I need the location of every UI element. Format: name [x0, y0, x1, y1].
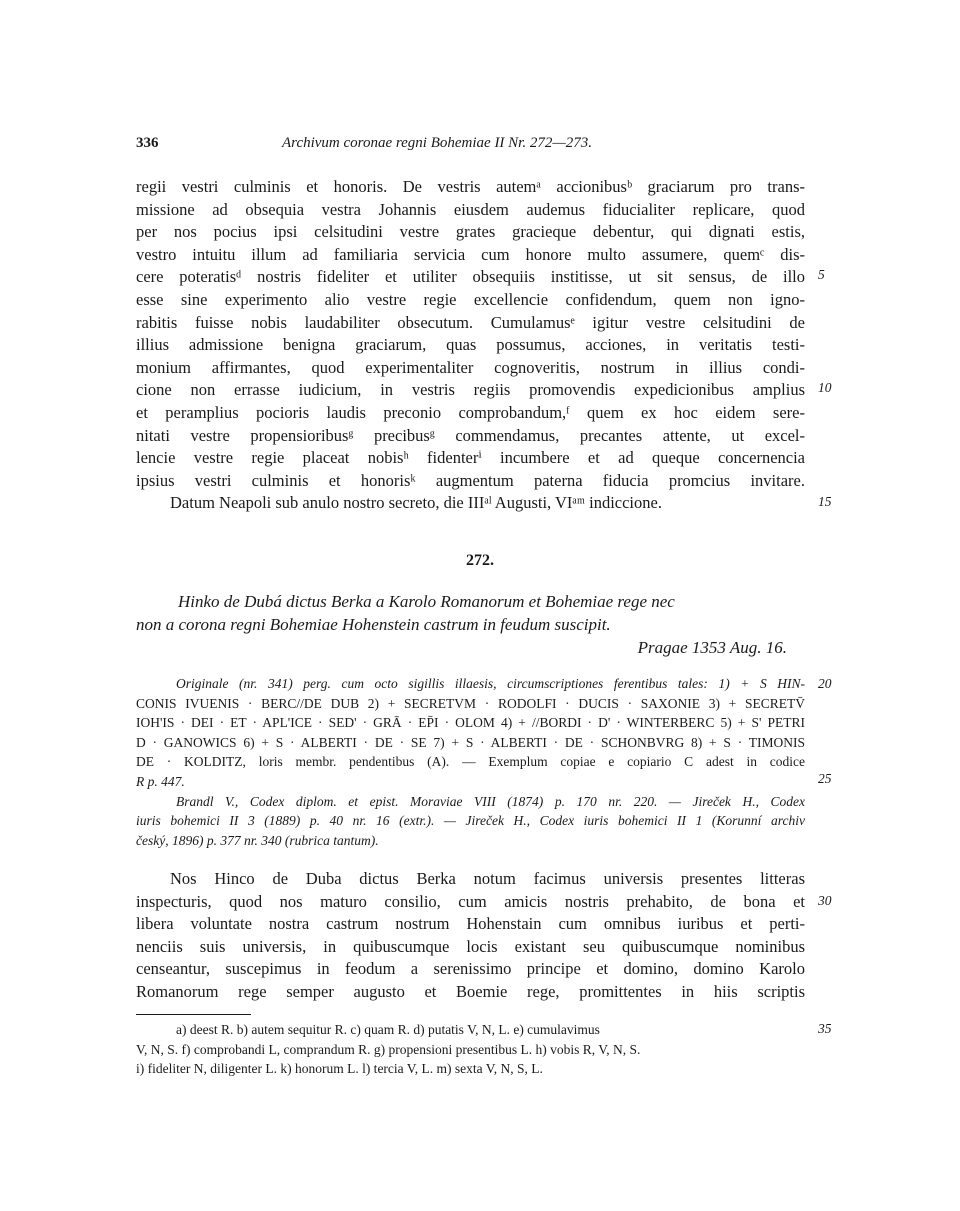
- running-head: [136, 133, 806, 153]
- text-line: rabitis fuisse nobis laudabiliter obsecutum. Cumulamusᵉ igitur vestre celsitudini de: [136, 312, 805, 332]
- text-line: cione non errasse iudicium, in vestris regiis promovendis expedicionibus amplius: [136, 380, 805, 400]
- source-line: Originale (nr. 341) perg. cum octo sigillis illaesis, circumscriptiones ferentibus tales: 1) + S HIN-: [176, 676, 805, 691]
- text-line: et peramplius pocioris laudis preconio comprobandum,ᶠ quem ex hoc eidem sere-: [136, 402, 805, 422]
- line-number: 5: [818, 267, 825, 282]
- footnote-line: a) deest R. b) autem sequitur R. c) quam R. d) putatis V, N, L. e) cumulavimus: [176, 1022, 600, 1037]
- document-text: [136, 868, 805, 1004]
- line-number: 15: [818, 494, 832, 509]
- text-line: illius admissione benigna graciarum, quas possumus, acciones, in veritatis testi-: [136, 335, 805, 355]
- running-title: Archivum coronae regni Bohemiae II Nr. 272—273.: [282, 135, 592, 151]
- text-line: regii vestri culminis et honoris. De vestris autemᵃ accionibusᵇ graciarum pro trans-: [136, 177, 805, 196]
- text-line: esse sine experimento alio vestre regie excellencie confidendum, quem non igno-: [136, 289, 805, 309]
- text-line: monium affirmantes, quod experimentaliter cognoveritis, nostrum in illius condi-: [136, 357, 805, 377]
- text-line: nitati vestre propensioribusᵍ precibusᵍ commendamus, precantes attente, ut excel-: [136, 425, 805, 445]
- line-number: 25: [818, 771, 832, 786]
- source-line: CONIS IVUENIS · BERC//DE DUB 2) + SECRETVM · RODOLFI · DUCIS · SAXONIE 3) + SECRETV̄: [136, 695, 805, 711]
- preceding-text: [136, 176, 805, 515]
- text-line: ipsius vestri culminis et honorisᵏ augmentum paterna fiducia promcius invitare.: [136, 470, 805, 490]
- line-number: 35: [818, 1021, 832, 1036]
- line-number: 30: [818, 893, 832, 908]
- literature-line: Brandl V., Codex diplom. et epist. Moraviae VIII (1874) p. 170 nr. 220. — Jireček H., Codex: [176, 793, 805, 809]
- source-line: D · GANOWICS 6) + S · ALBERTI · DE · SE 7) + S · ALBERTI · DE · SCHONBVRG 8) + S · TIMONIS: [136, 734, 805, 750]
- footnote-line: V, N, S. f) comprobandi L, comprandum R. g) propensioni presentibus L. h) vobis R, V, N, S.: [136, 1041, 641, 1057]
- text-line: censeantur, suscepimus in feodum a serenissimo principe et domino, domino Karolo: [136, 959, 805, 979]
- regest-line: non a corona regni Bohemiae Hohenstein castrum in feudum suscipit.: [136, 615, 611, 634]
- regest-line: Hinko de Dubá dictus Berka a Karolo Romanorum et Bohemiae rege nec: [178, 592, 675, 611]
- footnote-rule: [136, 1014, 251, 1015]
- regest: [136, 590, 805, 659]
- text-line: lencie vestre regie placeat nobisʰ fidenterⁱ incumbere et ad queque concernencia: [136, 448, 805, 468]
- source-line: R p. 447.: [136, 773, 185, 789]
- text-line: missione ad obsequia vestra Johannis eiusdem audemus fiducialiter replicare, quod: [136, 199, 805, 219]
- source-description: [136, 674, 805, 850]
- source-line: IOH'IS · DEI · ET · APL'ICE · SED' · GRĀ · EP̄I · OLOM 4) + //BORDI · D' · WINTERBERC 5) + S' PETRI: [136, 715, 805, 731]
- source-line: DE · KOLDITZ, loris membr. pendentibus (A). — Exemplum copiae e copiario C adest in codice: [136, 754, 805, 770]
- text-line: vestro intuitu illum ad familiaria servicia cum honore multo assumere, quemᶜ dis-: [136, 244, 805, 264]
- page-number: 336: [136, 135, 159, 151]
- dating-line: Datum Neapoli sub anulo nostro secreto, die IIIᵃˡ Augusti, VIᵃᵐ indiccione.: [170, 493, 662, 513]
- place-date: Pragae 1353 Aug. 16.: [637, 638, 787, 657]
- literature-line: český, 1896) p. 377 nr. 340 (rubrica tantum).: [136, 832, 379, 848]
- footnote-line: i) fideliter N, diligenter L. k) honorum L. l) tercia V, L. m) sexta V, N, S, L.: [136, 1061, 543, 1077]
- text-line: Romanorum rege semper augusto et Boemie rege, promittentes in hiis scriptis: [136, 981, 805, 1001]
- line-number: 20: [818, 676, 832, 691]
- literature-line: iuris bohemici II 3 (1889) p. 40 nr. 16 (extr.). — Jireček H., Codex iuris bohemici II 1 (Korunní archiv: [136, 813, 805, 829]
- line-number: 10: [818, 380, 832, 395]
- document-number: 272.: [466, 552, 494, 569]
- text-line: libera voluntate nostra castrum nostrum Hohenstain cum omnibus iuribus et perti-: [136, 914, 805, 934]
- text-line: per nos pocius ipsi celsitudini vestre grates gracieque debentur, qui dignati estis,: [136, 222, 805, 242]
- text-line: cere poteratisᵈ nostris fideliter et utiliter obsequiis institisse, ut sit sensus, de illo: [136, 267, 805, 287]
- text-line: inspecturis, quod nos maturo consilio, cum amicis nostris prehabito, de bona et: [136, 891, 805, 911]
- text-line: nenciis suis universis, in quibuscumque locis existant seu quibuscumque nominibus: [136, 936, 805, 956]
- text-line: Nos Hinco de Duba dictus Berka notum facimus universis presentes litteras: [170, 869, 805, 888]
- footnotes: [136, 1020, 805, 1079]
